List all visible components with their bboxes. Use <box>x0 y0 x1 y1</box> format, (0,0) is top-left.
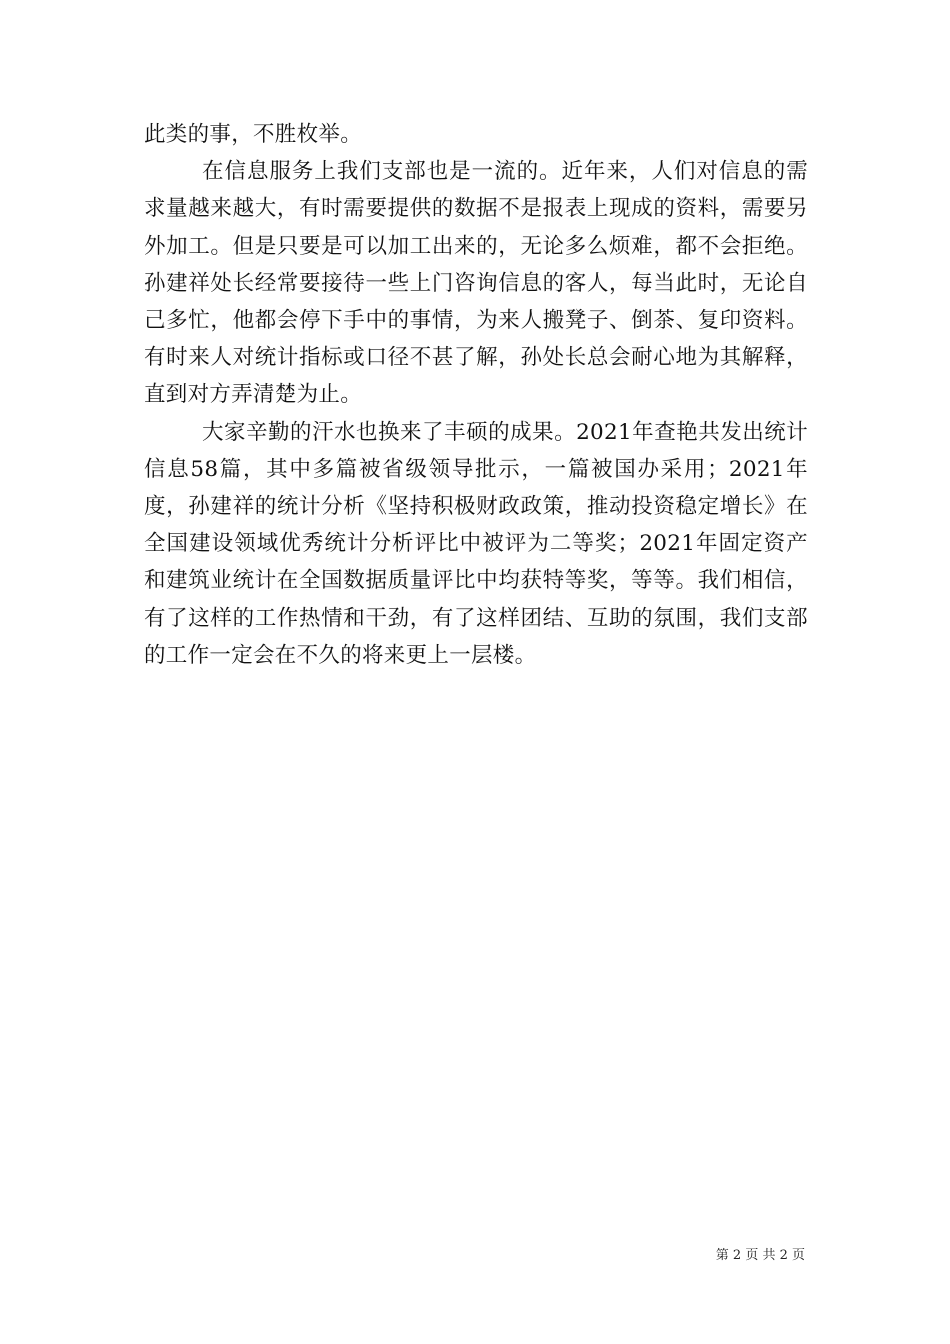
paragraph-3: 大家辛勤的汗水也换来了丰硕的成果。2021年查艳共发出统计信息58篇，其中多篇被省级领导批示，一篇被国办采用；2021年度，孙建祥的统计分析《坚持积极财政政策，推动投资稳定增长》在全国建设领域优秀统计分析评比中被评为二等奖；2021年固定资产和建筑业统计在全国数据质量评比中均获特等奖，等等。我们相信，有了这样的工作热情和干劲，有了这样团结、互助的氛围，我们支部的工作一定会在不久的将来更上一层楼。 <box>144 419 808 668</box>
paragraph-2: 在信息服务上我们支部也是一流的。近年来，人们对信息的需求量越来越大，有时需要提供的数据不是报表上现成的资料，需要另外加工。但是只要是可以加工出来的，无论多么烦难，都不会拒绝。孙建祥处长经常要接待一些上门咨询信息的客人，每当此时，无论自己多忙，他都会停下手中的事情，为来人搬凳子、倒茶、复印资料。有时来人对统计指标或口径不甚了解，孙处长总会耐心地为其解释，直到对方弄清楚为止。 <box>144 159 808 408</box>
body-text <box>144 116 808 674</box>
paragraph-1: 此类的事，不胜枚举。 <box>144 122 363 147</box>
page-number-footer: 第 2 页 共 2 页 <box>715 1248 805 1263</box>
